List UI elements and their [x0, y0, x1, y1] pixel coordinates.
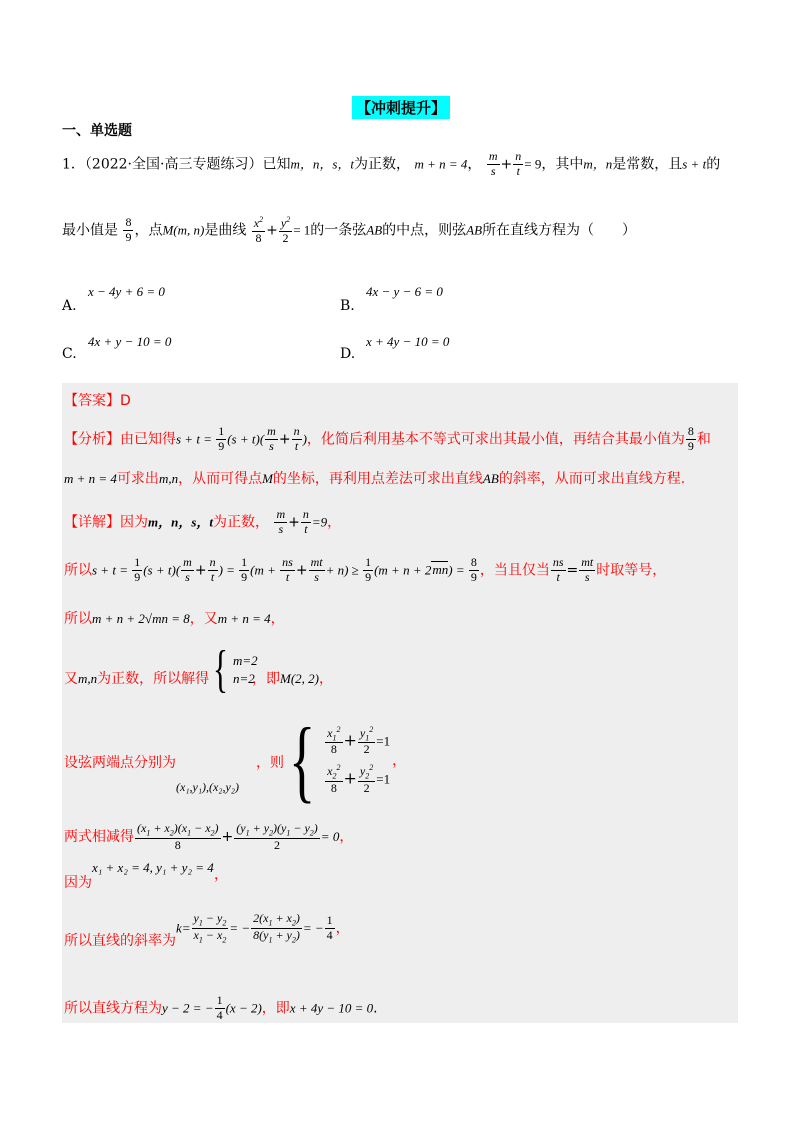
detail-line-1: 【详解】因为m，n，s，t为正数， $\frac{m}{s}$ + $\frac{n}{t}$ =9， [64, 507, 342, 536]
detail-line-4b: ，即M(2, 2)， [252, 671, 333, 687]
slope-expr: k= $\frac{y_1 - y_2}{x_1 - x_2}$ = − $\frac{2(x_1 + x_2)}{8(y_1 + y_2)}$ = − $\frac{1}{4}$ ， [176, 911, 350, 944]
question-number: 1． [62, 156, 85, 173]
analysis-line-2: m + n = 4可求出m,n，从而可得点M的坐标，再利用点差法可求出直线AB的斜率，从而可求出直线方程. [64, 471, 686, 487]
condition-sum: m + n = 4 [414, 156, 468, 172]
line-eq: 所以直线方程为y − 2 = − $\frac{1}{4}$ (x − 2)，即x + 4y − 10 = 0. [64, 993, 378, 1022]
option-a-expr: x − 4y + 6 = 0 [88, 284, 165, 299]
detail-line-4: 又m,n为正数，所以解得 [64, 671, 210, 687]
option-c-expr: 4x + y − 10 = 0 [88, 334, 172, 349]
page-title: 【冲刺提升】 [352, 96, 450, 119]
analysis-line-1: 【分析】由已知得s + t = $\frac{1}{9}$ (s + t)( $\frac{m}{s}$ + $\frac{n}{t}$ )，化简后利用基本不等式可求出其最小值，再结合其最小值为 $\frac{8}{9}$ 和 [64, 424, 711, 453]
chord-points: (x₁,y₁),(x₂,y₂) [176, 780, 239, 794]
section-title: 一、单选题 [62, 123, 132, 139]
detail-line-3: 所以m + n + 2√mn = 8，又m + n = 4， [64, 611, 285, 627]
chord-line: 设弦两端点分别为 [64, 755, 176, 771]
option-d-expr: x + 4y − 10 = 0 [366, 334, 450, 349]
option-c-label[interactable]: C. [62, 346, 77, 362]
solution-system: { m=2 n=2 [212, 641, 258, 698]
option-a-label[interactable]: A. [62, 298, 77, 314]
option-b-expr: 4x − y − 6 = 0 [366, 284, 443, 299]
because-line: 因为 [64, 875, 92, 891]
option-b-label[interactable]: B. [340, 298, 355, 314]
option-d-label[interactable]: D. [340, 346, 356, 362]
subtract-line: 两式相减得 $\frac{(x_1 + x_2)(x_1 - x_2)}{8}$ + $\frac{(y_1 + y_2)(y_1 - y_2)}{2}$ = 0， [64, 821, 354, 852]
question-source: （2022·全国·高三专题练习） [84, 156, 263, 173]
question-line-2: 最小值是 $\frac{8}{9}$ ，点M(m, n)是曲线 $\frac{x^2}{8}$ + $\frac{y^2}{2}$ = 1的一条弦AB的中点，则弦AB所在直线方程为（ ） [62, 215, 637, 245]
detail-line-2: 所以s + t = $\frac{1}{9}$ (s + t)( $\frac{m}{s}$ + $\frac{n}{t}$ ) = $\frac{1}{9}$ (m + $\frac{ns}{t}$ + $\frac{mt}{s}$ + n) ≥ $\frac{1}{9}$ (m + n + 2mn) = $\frac{8}{9}$ ，当且仅当 $\frac{ns}{t}$ = $\frac{mt}{s}$ 时取等号， [64, 555, 667, 584]
chord-system: { $\frac{x_1^2}{8}$ + $\frac{y_1^2}{2}$ =1 $\frac{x_2^2}{8}$ + $\frac{y_2^2}{2}$ =1 ， [288, 709, 407, 811]
answer-label: 【答案】D [64, 393, 131, 409]
chord-then: ，则 [256, 755, 284, 771]
because-expr: x₁ + x₂ = 4, y₁ + y₂ = 4 [92, 860, 214, 875]
slope-line: 所以直线的斜率为 [64, 933, 176, 949]
question-line-1: 1．（2022·全国·高三专题练习）已知m，n，s，t为正数， m + n = 4， $\frac{m}{s}$ + $\frac{n}{t}$ = 9，其中m，n是常数，且s + t的 [62, 149, 721, 178]
